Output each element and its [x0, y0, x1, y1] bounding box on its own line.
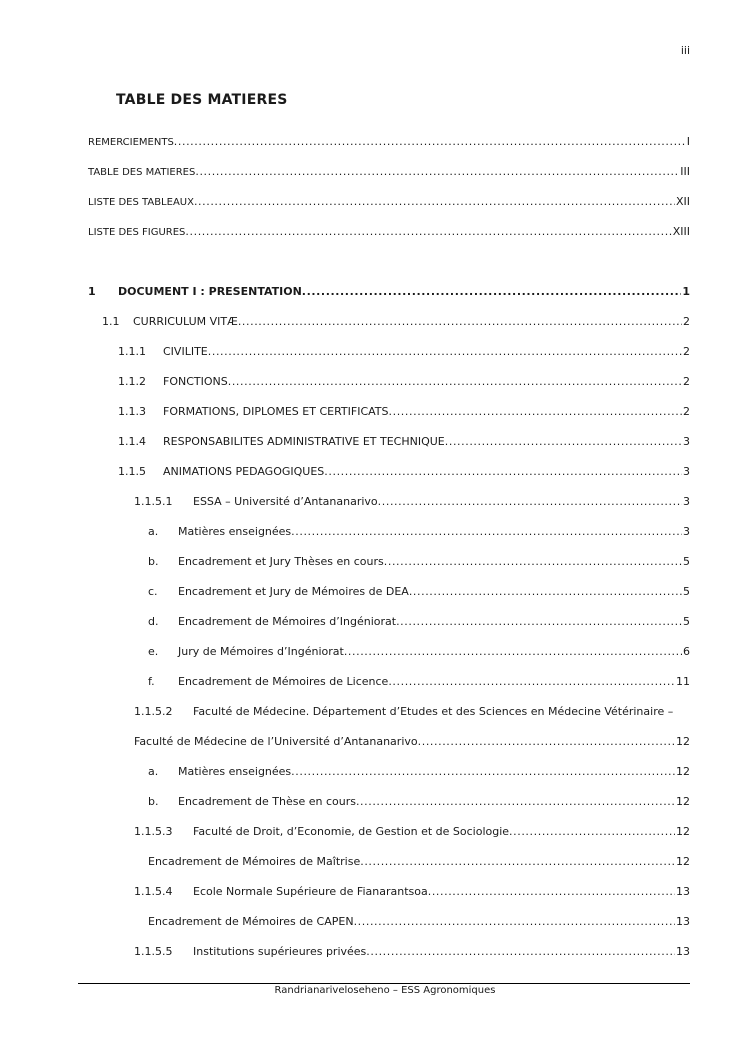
toc-page: 12 — [676, 825, 690, 838]
toc-number: a. — [148, 765, 159, 778]
toc-label: DOCUMENT I : PRESENTATION — [118, 285, 302, 298]
leader-dots — [360, 854, 675, 870]
toc-number: b. — [148, 795, 159, 808]
toc-label-continued: Faculté de Médecine de l’Université d’Antananarivo — [134, 735, 418, 748]
toc-label: Faculté de Médecine. Département d’Etudes et des Sciences en Médecine Vétérinaire – — [193, 705, 674, 718]
leader-dots — [509, 824, 675, 840]
toc-page: 13 — [676, 915, 690, 928]
toc-entry-level5[interactable] — [148, 644, 690, 660]
leader-dots — [396, 614, 682, 630]
toc-page: 13 — [676, 945, 690, 958]
leader-dots — [185, 224, 671, 240]
toc-label: FONCTIONS — [163, 375, 228, 388]
toc-entry-level4-line2[interactable] — [134, 734, 690, 750]
toc-page: XII — [675, 195, 690, 208]
leader-dots — [409, 584, 682, 600]
leader-dots — [428, 884, 675, 900]
leader-dots — [356, 794, 675, 810]
leader-dots — [378, 494, 682, 510]
toc-page: 12 — [676, 855, 690, 868]
toc-page: 2 — [683, 345, 690, 358]
toc-page: 12 — [676, 765, 690, 778]
leader-dots — [228, 374, 682, 390]
toc-number: f. — [148, 675, 155, 688]
toc-label: Encadrement de Thèse en cours — [178, 795, 356, 808]
page-footer: Randrianariveloseheno – ESS Agronomiques — [274, 985, 496, 996]
toc-label: REMERCIEMENTS — [88, 137, 174, 148]
toc-label: LISTE DES TABLEAUX — [88, 197, 194, 208]
leader-dots — [366, 944, 675, 960]
toc-label: Encadrement de Mémoires de CAPEN — [148, 915, 354, 928]
toc-page: 2 — [683, 405, 690, 418]
toc-page: XIII — [672, 225, 690, 238]
leader-dots — [238, 314, 682, 330]
page-number: iii — [680, 44, 690, 57]
toc-label: ESSA – Université d’Antananarivo — [193, 495, 378, 508]
toc-page: 5 — [683, 555, 690, 568]
leader-dots — [354, 914, 675, 930]
toc-label: RESPONSABILITES ADMINISTRATIVE ET TECHNIQUE — [163, 435, 445, 448]
toc-page: 5 — [683, 585, 690, 598]
toc-label: Faculté de Droit, d’Economie, de Gestion et de Sociologie — [193, 825, 510, 838]
toc-page: 3 — [683, 435, 690, 448]
leader-dots — [302, 284, 682, 300]
toc-number: 1.1 — [102, 315, 120, 328]
toc-page: 3 — [683, 495, 690, 508]
toc-page: I — [686, 135, 690, 148]
toc-label: Encadrement de Mémoires d’Ingéniorat — [178, 615, 397, 628]
toc-number: 1.1.1 — [118, 345, 146, 358]
toc-number: 1.1.4 — [118, 435, 146, 448]
toc-entry-level5[interactable] — [148, 914, 690, 930]
toc-page: 11 — [676, 675, 690, 688]
toc-entry-level3[interactable] — [118, 374, 690, 390]
toc-label: Institutions supérieures privées — [193, 945, 367, 958]
toc-entry-level3[interactable] — [118, 464, 690, 480]
leader-dots — [291, 524, 682, 540]
toc-entry-level5[interactable] — [148, 584, 690, 600]
toc-entry-level4-line1[interactable] — [134, 704, 673, 720]
leader-dots — [384, 554, 682, 570]
toc-entry-level5[interactable] — [148, 524, 690, 540]
toc-label: FORMATIONS, DIPLOMES ET CERTIFICATS — [163, 405, 389, 418]
toc-page: 3 — [683, 525, 690, 538]
toc-entry-level2[interactable] — [102, 314, 690, 330]
toc-page: 2 — [683, 375, 690, 388]
toc-label: CURRICULUM VITÆ — [133, 315, 238, 328]
toc-number: 1 — [88, 285, 96, 298]
toc-entry-level5[interactable] — [148, 854, 690, 870]
toc-entry-remerciements[interactable] — [88, 134, 690, 150]
toc-entry-level4[interactable] — [134, 884, 690, 900]
leader-dots — [344, 644, 682, 660]
page-title: TABLE DES MATIERES — [116, 92, 288, 108]
toc-number: 1.1.5.4 — [134, 885, 173, 898]
toc-label: Encadrement et Jury de Mémoires de DEA — [178, 585, 409, 598]
toc-label: TABLE DES MATIERES — [88, 167, 196, 178]
toc-label: Encadrement de Mémoires de Maîtrise — [148, 855, 361, 868]
leader-dots — [445, 434, 682, 450]
toc-entry-liste-figures[interactable] — [88, 224, 690, 240]
toc-number: 1.1.5.5 — [134, 945, 173, 958]
toc-label: CIVILITE — [163, 345, 208, 358]
toc-number: 1.1.5.2 — [134, 705, 173, 718]
toc-number: e. — [148, 645, 159, 658]
toc-page: 2 — [683, 315, 690, 328]
toc-page: 12 — [676, 735, 690, 748]
toc-page: III — [680, 165, 690, 178]
toc-label: Matières enseignées — [178, 765, 292, 778]
leader-dots — [388, 674, 675, 690]
leader-dots — [291, 764, 675, 780]
toc-label: Encadrement de Mémoires de Licence — [178, 675, 389, 688]
toc-page: 6 — [683, 645, 690, 658]
footer-divider — [78, 983, 690, 984]
toc-number: 1.1.3 — [118, 405, 146, 418]
toc-entry-level5[interactable] — [148, 674, 690, 690]
toc-entry-level4[interactable] — [134, 944, 690, 960]
toc-page: 12 — [676, 795, 690, 808]
toc-entry-level5[interactable] — [148, 764, 690, 780]
toc-number: d. — [148, 615, 159, 628]
toc-number: 1.1.5.1 — [134, 495, 173, 508]
toc-page: 13 — [676, 885, 690, 898]
leader-dots — [208, 344, 682, 360]
toc-entry-level5[interactable] — [148, 614, 690, 630]
toc-entry-liste-tableaux[interactable] — [88, 194, 690, 210]
toc-entry-level5[interactable] — [148, 554, 690, 570]
leader-dots — [324, 464, 682, 480]
toc-label: Encadrement et Jury Thèses en cours — [178, 555, 384, 568]
toc-entry-level1[interactable] — [88, 284, 690, 300]
toc-label: LISTE DES FIGURES — [88, 227, 186, 238]
toc-entry-level4[interactable] — [134, 824, 690, 840]
toc-entry-table-des-matieres[interactable] — [88, 164, 690, 180]
toc-page: 1 — [682, 285, 690, 298]
toc-entry-level3[interactable] — [118, 434, 690, 450]
toc-label: Jury de Mémoires d’Ingéniorat — [178, 645, 344, 658]
leader-dots — [418, 734, 675, 750]
toc-page: 3 — [683, 465, 690, 478]
toc-number: c. — [148, 585, 158, 598]
toc-label: Matières enseignées — [178, 525, 292, 538]
toc-entry-level4[interactable] — [134, 494, 690, 510]
toc-entry-level3[interactable] — [118, 344, 690, 360]
leader-dots — [194, 194, 675, 210]
leader-dots — [389, 404, 682, 420]
toc-label: Ecole Normale Supérieure de Fianarantsoa — [193, 885, 428, 898]
toc-label: ANIMATIONS PEDAGOGIQUES — [163, 465, 325, 478]
toc-number: b. — [148, 555, 159, 568]
toc-number: 1.1.5.3 — [134, 825, 173, 838]
toc-number: 1.1.5 — [118, 465, 146, 478]
toc-number: 1.1.2 — [118, 375, 146, 388]
leader-dots — [195, 164, 679, 180]
toc-page: 5 — [683, 615, 690, 628]
toc-entry-level5[interactable] — [148, 794, 690, 810]
leader-dots — [174, 134, 686, 150]
toc-number: a. — [148, 525, 159, 538]
toc-entry-level3[interactable] — [118, 404, 690, 420]
